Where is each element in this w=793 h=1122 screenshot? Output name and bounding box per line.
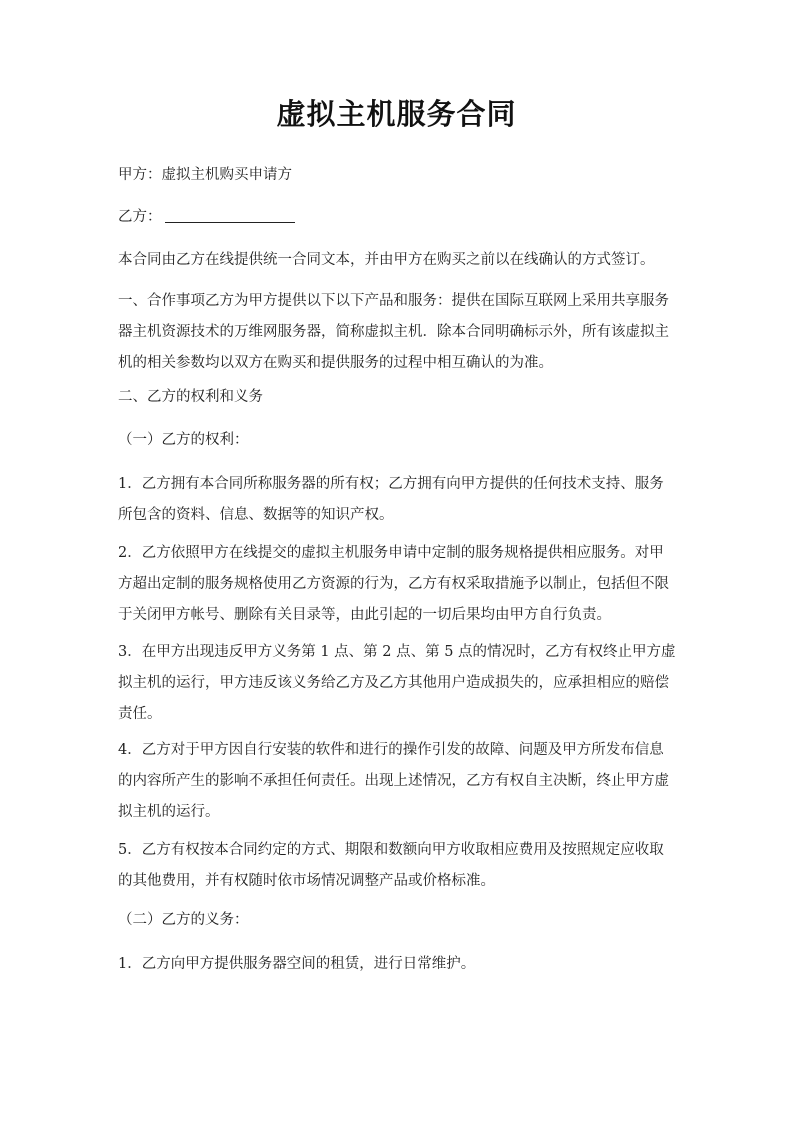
party-a-line: [118, 160, 678, 191]
right-item-4: 4．乙方对于甲方因自行安装的软件和进行的操作引发的故障、问题及甲方所发布信息的内容所产生的影响不承担任何责任。出现上述情况，乙方有权自主决断，终止甲方虚拟主机的运行。: [118, 742, 669, 820]
right-item-5: 5．乙方有权按本合同约定的方式、期限和数额向甲方收取相应费用及按照规定应收取的其他费用，并有权随时依市场情况调整产品或价格标准。: [118, 842, 664, 889]
obligations-heading: （二）乙方的义务：: [118, 912, 249, 928]
party-b-label: 乙方：: [118, 209, 162, 225]
intro-paragraph: 本合同由乙方在线提供统一合同文本，并由甲方在购买之前以在线确认的方式签订。: [118, 252, 655, 268]
right-item-1: 1．乙方拥有本合同所称服务器的所有权；乙方拥有向甲方提供的任何技术支持、服务所包含的资料、信息、数据等的知识产权。: [118, 476, 664, 523]
section-2-heading: 二、乙方的权利和义务: [118, 389, 263, 405]
obligation-item-1: 1．乙方向甲方提供服务器空间的租赁，进行日常维护。: [118, 956, 476, 972]
section-1-paragraph: 一、合作事项乙方为甲方提供以下以下产品和服务：提供在国际互联网上采用共享服务器主机资源技术的万维网服务器，简称虚拟主机．除本合同明确标示外，所有该虚拟主机的相关参数均以双方在购买和提供服务的过程中相互确认的为准。: [118, 293, 669, 371]
right-item-3: 3．在甲方出现违反甲方义务第 1 点、第 2 点、第 5 点的情况时，乙方有权终止甲方虚拟主机的运行，甲方违反该义务给乙方及乙方其他用户造成损失的，应承担相应的赔偿责任。: [118, 644, 676, 722]
party-b-blank-field: [165, 206, 295, 223]
right-item-2: 2．乙方依照甲方在线提交的虚拟主机服务申请中定制的服务规格提供相应服务。对甲方超出定制的服务规格使用乙方资源的行为，乙方有权采取措施予以制止，包括但不限于关闭甲方帐号、删除有关目录等，由此引起的一切后果均由甲方自行负责。: [118, 545, 669, 623]
party-a-label: 甲方：: [118, 167, 162, 183]
party-a-value: 虚拟主机购买申请方: [161, 167, 292, 183]
party-b-line: [118, 202, 678, 233]
document-title: 虚拟主机服务合同: [276, 97, 517, 131]
rights-heading: （一）乙方的权利：: [118, 432, 249, 448]
